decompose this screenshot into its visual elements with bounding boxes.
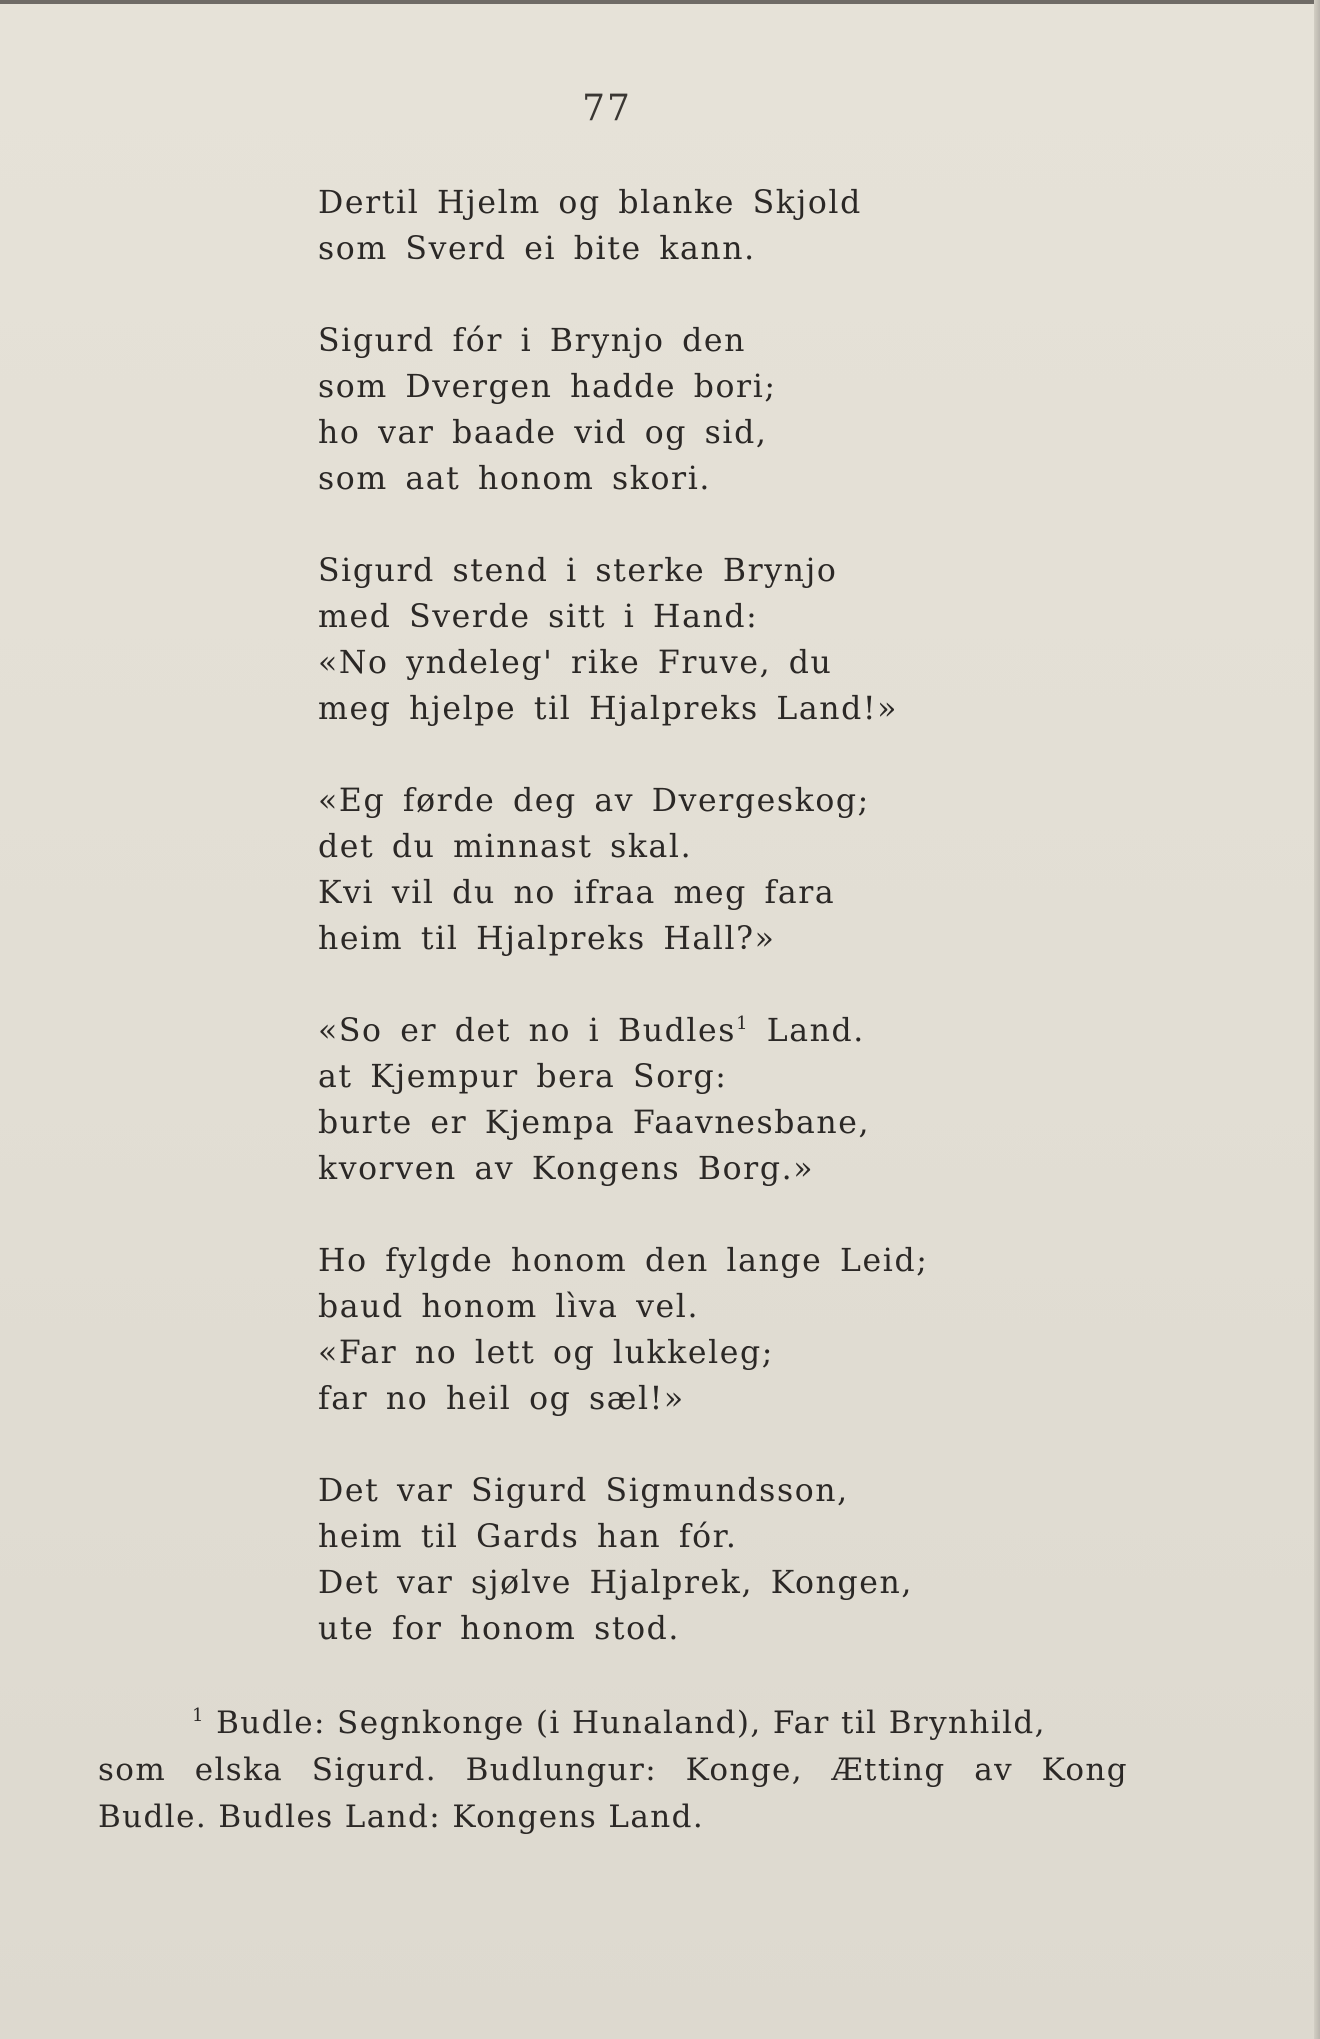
poem-line: kvorven av Kongens Borg.» (318, 1151, 815, 1187)
poem-line-text: Land. (749, 1013, 865, 1049)
poem (318, 180, 1078, 1698)
stanza (318, 180, 1078, 272)
poem-line: meg hjelpe til Hjalpreks Land!» (318, 691, 898, 727)
scan-right-edge (1314, 0, 1320, 2039)
stanza (318, 548, 1078, 732)
page-number: 77 (582, 88, 632, 129)
poem-line: Kvi vil du no ifraa meg fara (318, 875, 836, 911)
stanza (318, 1468, 1078, 1652)
poem-line: Det var Sigurd Sigmundsson, (318, 1473, 849, 1509)
poem-line: Sigurd fór i Brynjo den (318, 323, 747, 359)
poem-line: Sigurd stend i sterke Brynjo (318, 553, 838, 589)
poem-line: far no heil og sæl!» (318, 1381, 685, 1417)
poem-line: Det var sjølve Hjalprek, Kongen, (318, 1565, 913, 1601)
footnote-reference: 1 (736, 1013, 750, 1034)
poem-line: som Dvergen hadde bori; (318, 369, 777, 405)
footnote-marker: 1 (192, 1705, 205, 1726)
poem-line: med Sverde sitt i Hand: (318, 599, 759, 635)
poem-line: ho var baade vid og sid, (318, 415, 768, 451)
footnote-text: Budle: Segnkonge (i Hunaland), Far til Brynhild, (204, 1705, 1046, 1741)
footnote (98, 1700, 1128, 1841)
poem-line: ute for honom stod. (318, 1611, 681, 1647)
footnote-line (98, 1700, 1128, 1747)
poem-line: burte er Kjempa Faavnesbane, (318, 1105, 871, 1141)
stanza (318, 1238, 1078, 1422)
poem-line: «Eg førde deg av Dvergeskog; (318, 783, 870, 819)
poem-line-text: «So er det no i Budles (318, 1013, 737, 1049)
poem-line: Ho fylgde honom den lange Leid; (318, 1243, 929, 1279)
poem-line: «Far no lett og lukkeleg; (318, 1335, 774, 1371)
poem-line: Dertil Hjelm og blanke Skjold (318, 185, 862, 221)
stanza (318, 778, 1078, 962)
scan-top-edge (0, 0, 1320, 4)
poem-line: «No yndeleg' rike Fruve, du (318, 645, 833, 681)
poem-line: at Kjempur bera Sorg: (318, 1059, 728, 1095)
footnote-line: Budle. Budles Land: Kongens Land. (98, 1799, 705, 1835)
poem-line: det du minnast skal. (318, 829, 693, 865)
stanza (318, 1008, 1078, 1192)
poem-line: baud honom lìva vel. (318, 1289, 700, 1325)
poem-line: som Sverd ei bite kann. (318, 231, 756, 267)
poem-line: som aat honom skori. (318, 461, 711, 497)
stanza (318, 318, 1078, 502)
poem-line: heim til Gards han fór. (318, 1519, 738, 1555)
footnote-line: som elska Sigurd. Budlungur: Konge, Ætting av Kong (98, 1752, 1128, 1788)
poem-line-with-footnote (318, 1008, 1078, 1054)
poem-line: heim til Hjalpreks Hall?» (318, 921, 776, 957)
